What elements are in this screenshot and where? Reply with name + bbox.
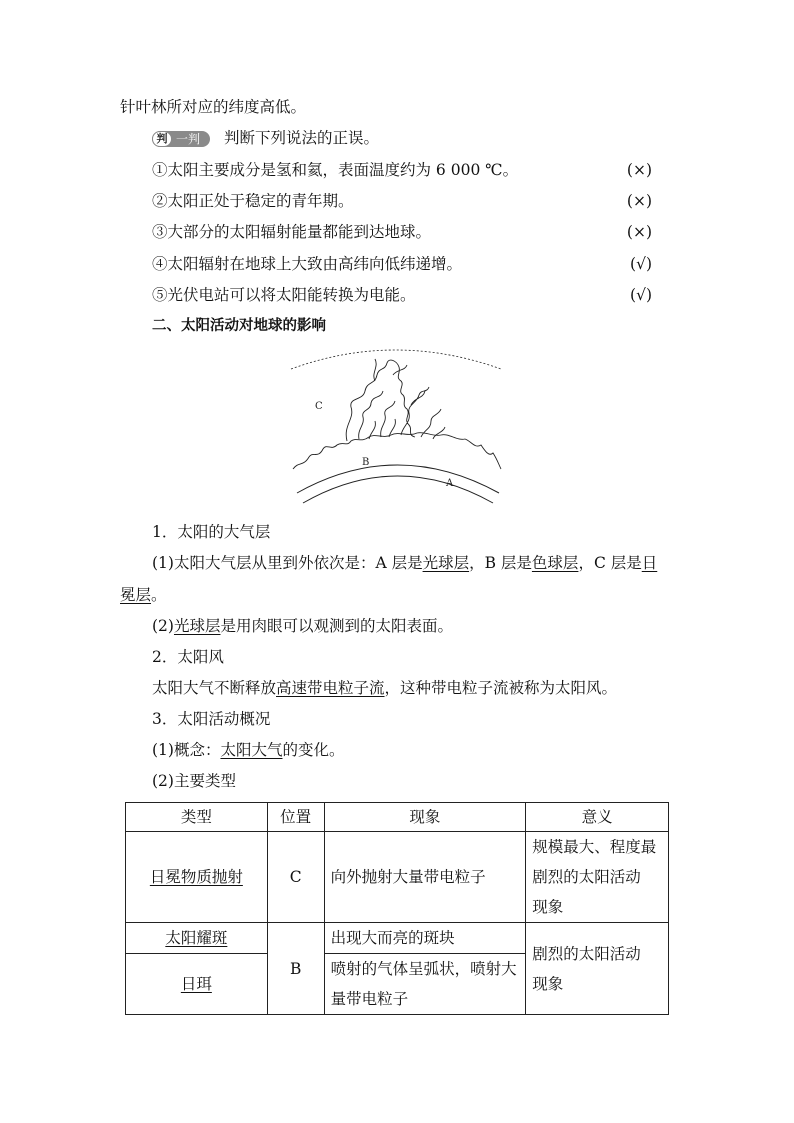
section-title: 二、太阳活动对地球的影响 bbox=[152, 318, 326, 334]
activity-types-table bbox=[125, 802, 669, 1015]
text-span: (2) bbox=[152, 617, 174, 635]
photosphere-outer bbox=[297, 465, 499, 493]
answer-photosphere: 光球层 bbox=[422, 554, 470, 572]
table-row bbox=[126, 832, 669, 923]
paragraph bbox=[152, 740, 345, 760]
corona-boundary bbox=[291, 350, 501, 369]
judge-item-text: ①太阳主要成分是氢和氦，表面温度约为 6 000 ℃。 bbox=[152, 161, 519, 179]
paragraph bbox=[152, 553, 657, 573]
intro-text: 针叶林所对应的纬度高低。 bbox=[120, 98, 307, 116]
text-line: 规模最大、程度最 bbox=[532, 838, 657, 856]
chromosphere-edge bbox=[293, 433, 501, 469]
judge-item bbox=[152, 285, 652, 305]
label-b: B bbox=[362, 457, 370, 468]
header-phenomenon: 现象 bbox=[324, 803, 526, 832]
text-span: 。 bbox=[151, 586, 167, 604]
text-line: 剧烈的太阳活动 bbox=[532, 944, 641, 963]
header-significance: 意义 bbox=[526, 803, 669, 832]
text-span: ，C 层是 bbox=[578, 554, 642, 572]
cell-phenomenon: 出现大而亮的斑块 bbox=[324, 923, 526, 954]
judge-item-text: ④太阳辐射在地球上大致由高纬向低纬递增。 bbox=[152, 255, 463, 273]
answer-chromosphere: 色球层 bbox=[531, 554, 579, 572]
cell-phenomenon: 向外抛射大量带电粒子 bbox=[324, 832, 526, 923]
text-line: 现象 bbox=[532, 974, 564, 993]
text-line: 量带电粒子 bbox=[330, 990, 409, 1008]
cell-type bbox=[126, 832, 268, 923]
cell-phenomenon bbox=[324, 954, 526, 1015]
cell-significance bbox=[526, 832, 669, 923]
answer-particle-stream: 高速带电粒子流 bbox=[276, 679, 385, 697]
label-c: C bbox=[315, 401, 323, 412]
judge-item-text: ②太阳正处于稳定的青年期。 bbox=[152, 192, 354, 210]
cell-type bbox=[126, 923, 268, 954]
judge-item bbox=[152, 222, 652, 242]
answer-flare: 太阳耀斑 bbox=[165, 929, 228, 947]
table-row bbox=[126, 923, 669, 954]
answer-solar-atmosphere: 太阳大气 bbox=[220, 741, 283, 759]
text-line: 喷射的气体呈弧状，喷射大 bbox=[330, 960, 517, 978]
text-span: (1)太阳大气层从里到外依次是：A 层是 bbox=[152, 554, 423, 572]
judge-item-text: ⑤光伏电站可以将太阳能转换为电能。 bbox=[152, 286, 416, 304]
judge-item-mark: (×) bbox=[626, 161, 652, 179]
judge-badge-text: 一判 bbox=[176, 132, 201, 146]
judge-item bbox=[152, 191, 652, 211]
judge-item bbox=[152, 160, 652, 180]
answer-cme: 日冕物质抛射 bbox=[149, 868, 243, 886]
judge-item-mark: (×) bbox=[626, 223, 652, 241]
judge-prompt: 判断下列说法的正误。 bbox=[224, 129, 380, 147]
answer-prominence: 日珥 bbox=[180, 975, 212, 993]
judge-heading bbox=[152, 128, 379, 148]
header-type: 类型 bbox=[126, 803, 268, 832]
solar-atmosphere-figure bbox=[285, 345, 510, 515]
paragraph-continued bbox=[120, 585, 167, 605]
text-span: ，B 层是 bbox=[469, 554, 532, 572]
text-span: 太阳大气不断释放 bbox=[152, 679, 277, 697]
paragraph bbox=[152, 678, 617, 698]
cell-position: C bbox=[267, 832, 324, 923]
answer-corona-part1: 日 bbox=[641, 554, 658, 572]
text-span: 是用肉眼可以观测到的太阳表面。 bbox=[220, 617, 453, 635]
answer-corona-part2: 冕层 bbox=[120, 586, 152, 604]
cell-significance bbox=[526, 923, 669, 1015]
judge-item bbox=[152, 254, 652, 274]
section-heading: 3．太阳活动概况 bbox=[152, 710, 271, 728]
answer-photosphere: 光球层 bbox=[173, 617, 221, 635]
prominence bbox=[346, 359, 445, 441]
paragraph: (2)主要类型 bbox=[152, 772, 236, 790]
label-a: A bbox=[446, 478, 454, 489]
text-line: 现象 bbox=[532, 898, 564, 916]
judge-item-mark: (√) bbox=[630, 255, 652, 273]
table-header-row bbox=[126, 803, 669, 832]
cell-type bbox=[126, 954, 268, 1015]
text-span: ，这种带电粒子流被称为太阳风。 bbox=[384, 679, 618, 697]
cell-position: B bbox=[267, 923, 324, 1015]
header-position: 位置 bbox=[267, 803, 324, 832]
judge-item-mark: (√) bbox=[630, 286, 652, 304]
section-heading: 2．太阳风 bbox=[152, 648, 224, 666]
judge-item-text: ③大部分的太阳辐射能量都能到达地球。 bbox=[152, 223, 432, 241]
judge-badge bbox=[152, 131, 210, 147]
paragraph bbox=[152, 616, 453, 636]
photosphere-inner bbox=[303, 476, 493, 503]
judge-badge-char: 判 bbox=[152, 131, 172, 147]
judge-item-mark: (×) bbox=[626, 192, 652, 210]
text-line: 剧烈的太阳活动 bbox=[532, 868, 641, 886]
section-heading: 1．太阳的大气层 bbox=[152, 523, 271, 541]
text-span: (1)概念： bbox=[152, 741, 221, 759]
text-span: 的变化。 bbox=[282, 741, 345, 759]
